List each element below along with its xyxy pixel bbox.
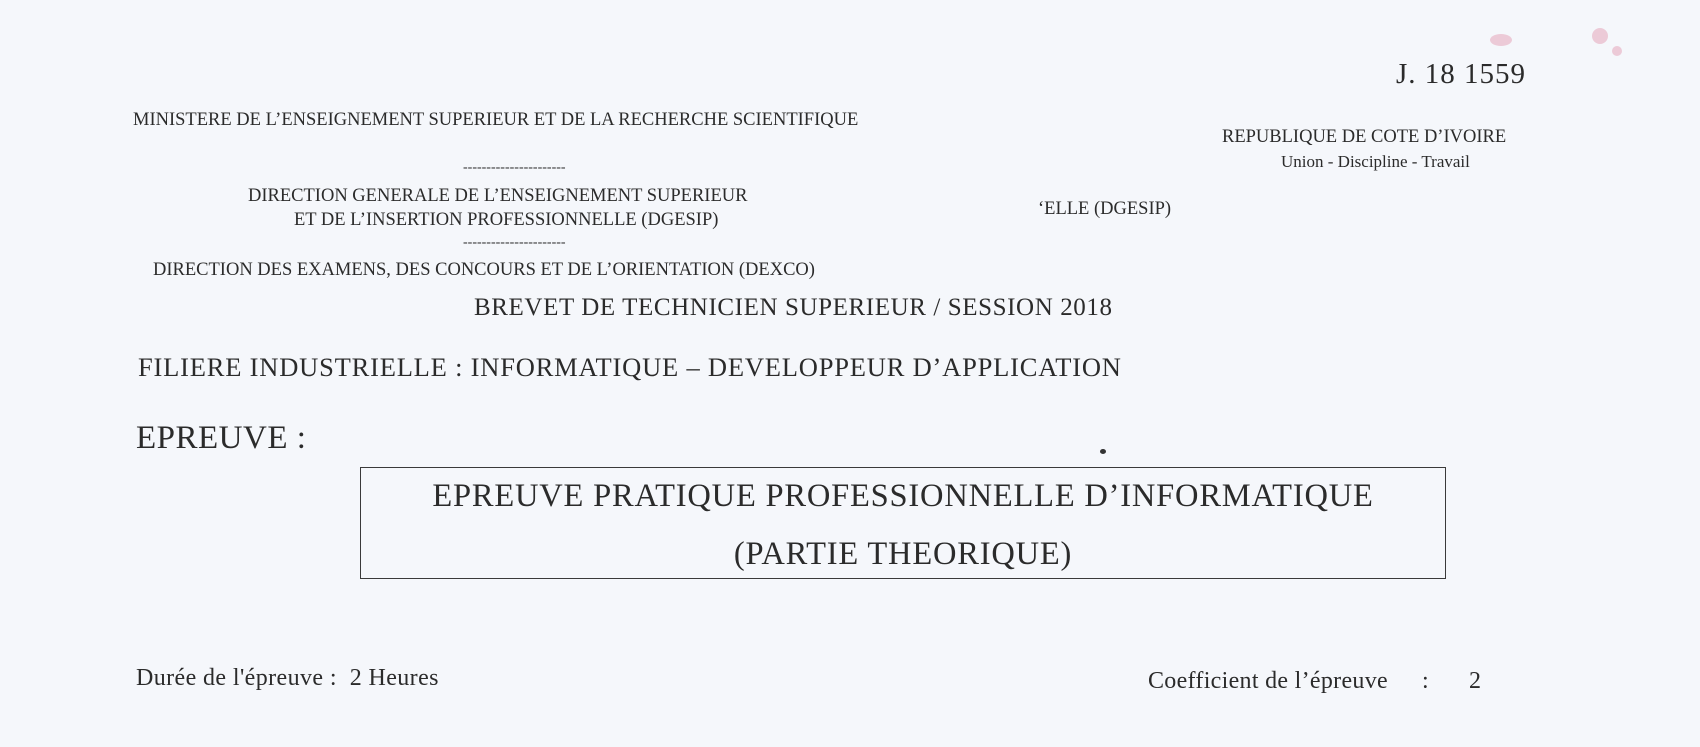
- ink-stain: [1592, 28, 1608, 44]
- direction-general-line1: DIRECTION GENERALE DE L’ENSEIGNEMENT SUPERIEUR: [248, 186, 748, 206]
- session-title: BREVET DE TECHNICIEN SUPERIEUR / SESSION 2018: [474, 294, 1113, 321]
- ink-speck: [1100, 449, 1106, 454]
- direction-general-fragment: ʻELLE (DGESIP): [1038, 199, 1172, 219]
- coefficient-label: Coefficient de l’épreuve: [1148, 668, 1388, 694]
- exam-title-line2: (PARTIE THEORIQUE): [733, 536, 1073, 572]
- direction-exams: DIRECTION DES EXAMENS, DES CONCOURS ET DE L’ORIENTATION (DEXCO): [153, 260, 815, 280]
- republic-name: REPUBLIQUE DE COTE D’IVOIRE: [1222, 127, 1507, 147]
- duration: [136, 665, 439, 692]
- separator-line: ----------------------: [463, 160, 566, 175]
- duration-value: 2 Heures: [349, 665, 439, 691]
- direction-general-line2: ET DE L’INSERTION PROFESSIONNELLE (DGESIP): [294, 210, 719, 230]
- duration-label: Durée de l'épreuve :: [136, 665, 337, 691]
- coefficient-colon: :: [1421, 668, 1429, 694]
- exam-title-line1: EPREUVE PRATIQUE PROFESSIONNELLE D’INFORMATIQUE: [432, 478, 1374, 514]
- coefficient: [1148, 668, 1481, 695]
- national-motto: Union - Discipline - Travail: [1281, 152, 1470, 171]
- ministry-name: MINISTERE DE L’ENSEIGNEMENT SUPERIEUR ET DE LA RECHERCHE SCIENTIFIQUE: [133, 110, 859, 130]
- separator-line: ----------------------: [463, 235, 566, 250]
- filiere-line: FILIERE INDUSTRIELLE : INFORMATIQUE – DEVELOPPEUR D’APPLICATION: [138, 352, 1122, 382]
- exam-title-box: [360, 467, 1446, 579]
- ink-stain: [1490, 34, 1512, 46]
- epreuve-label: EPREUVE :: [136, 420, 307, 456]
- reference-number: J. 18 1559: [1396, 58, 1527, 90]
- ink-stain: [1612, 46, 1622, 56]
- coefficient-value: 2: [1468, 668, 1482, 694]
